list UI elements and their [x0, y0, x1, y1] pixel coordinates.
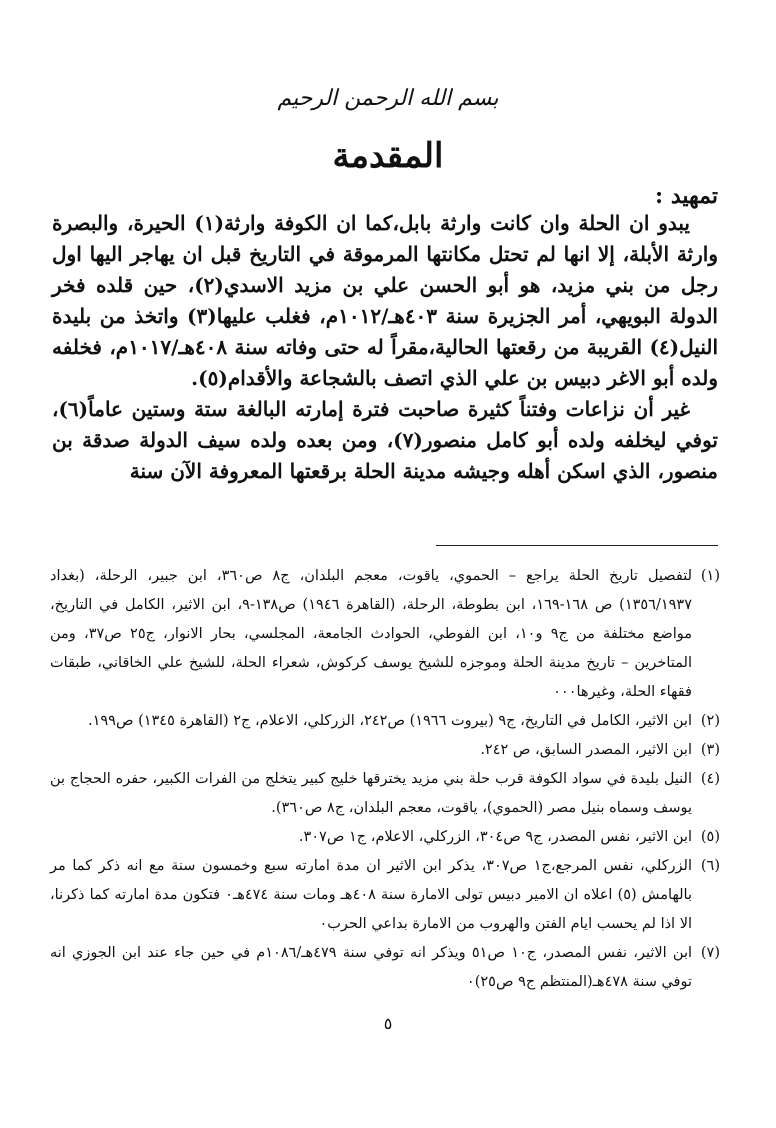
page-number: ٥	[383, 1014, 393, 1033]
footnote	[50, 707, 720, 736]
footnote-number: (٢)	[700, 713, 720, 729]
footnote	[50, 852, 720, 939]
page-title: المقدمة	[332, 136, 444, 176]
footnote	[50, 562, 720, 707]
footnotes	[50, 562, 720, 997]
paragraph: يبدو ان الحلة وان كانت وارثة بابل،كما ان الكوفة وارثة(١) الحيرة، والبصرة وارثة الأبلة، إلا انها لم تحتل مكانتها المرموقة في التاريخ قبل ان يهاجر اليها اول رجل من بني مزيد، هو أبو الحسن علي بن مزيد الاسدي(٢)، حين قلده فخر الدولة البويهي، أمر الجزيرة سنة ٤٠٣هـ/١٠١٢م، فغلب عليها(٣) واتخذ من بليدة النيل(٤) القريبة من رقعتها الحالية،مقراً له حتى وفاته سنة ٤٠٨هـ/١٠١٧م، فخلفه ولده أبو الاغر دبيس بن علي الذي اتصف بالشجاعة والأقدام(٥).	[52, 211, 719, 390]
footnote	[50, 823, 720, 852]
footnote-text: ابن الاثير، المصدر السابق، ص ٢٤٢.	[480, 742, 692, 758]
basmala: بسم الله الرحمن الرحيم	[277, 86, 499, 111]
paragraph: غير أن نزاعات وفتناً كثيرة صاحبت فترة إمارته البالغة ستة وستين عاماً(٦)، توفي ليخلفه ولده أبو كامل منصور(٧)، ومن بعده ولده سيف الدولة صدقة بن منصور، الذي اسكن أهله وجيشه مدينة الحلة برقعتها المعروفة الآن سنة	[52, 397, 718, 483]
footnote-number: (٤)	[700, 771, 720, 787]
footnote	[50, 939, 720, 997]
footnote-text: النيل بليدة في سواد الكوفة قرب حلة بني مزيد يخترقها خليج كبير يتخلج من الفرات الكبير، حفره الحجاج بن يوسف وسماه بنيل مصر (الحموي)، ياقوت، معجم البلدان، ج٨ ص٣٦٠).	[50, 771, 692, 816]
footnote-text: ابن الاثير، نفس المصدر، ج٩ ص٣٠٤، الزركلي، الاعلام، ج١ ص٣٠٧.	[298, 829, 692, 845]
footnote-number: (٧)	[700, 945, 720, 961]
footnote-divider	[436, 545, 718, 546]
footnote-number: (١)	[700, 568, 720, 584]
footnote-text: ابن الاثير، الكامل في التاريخ، ج٩ (بيروت ١٩٦٦) ص٢٤٢، الزركلي، الاعلام، ج٢ (القاهرة ١٣٤٥) ص١٩٩.	[87, 713, 692, 729]
body-text	[52, 208, 718, 487]
section-label: تمهيد :	[655, 183, 718, 209]
footnote-text: الزركلي، نفس المرجع،ج١ ص٣٠٧، يذكر ابن الاثير ان مدة امارته سبع وخمسون سنة مع انه ذكر كما مر بالهامش (٥) اعلاه ان الامير دبيس تولى الامارة سنة ٤٠٨هـ ومات سنة ٤٧٤هـ٠ فتكون مدة امارته كما ذكرنا، الا اذا لم يحسب ايام الفتن والهروب من الامارة بداعي الحرب٠	[50, 858, 693, 932]
footnote-text: لتفصيل تاريخ الحلة يراجع – الحموي، ياقوت، معجم البلدان، ج٨ ص٣٦٠، ابن جبير، الرحلة، (بغداد ١٣٥٦/١٩٣٧) ص ١٦٨-١٦٩، ابن بطوطة، الرحلة، (القاهرة ١٩٤٦) ص١٣٨-٩، ابن الاثير، الكامل في التاريخ، مواضع مختلفة من ج٩ و١٠، ابن الفوطي، الحوادث الجامعة، المجلسي، بحار الانوار، ج٢٥ ص٣٧، ومن المتاخرين – تاريخ مدينة الحلة وموجزه للشيخ يوسف كركوش، شعراء الحلة، للشيخ علي الخاقاني، طبقات فقهاء الحلة، وغيرها٠٠٠	[50, 568, 693, 700]
footnote-number: (٥)	[700, 829, 720, 845]
footnote-text: ابن الاثير، نفس المصدر، ج١٠ ص٥١ ويذكر انه توفي سنة ٤٧٩هـ/١٠٨٦م في حين جاء عند ابن الجوزي انه توفي سنة ٤٧٨هـ(المنتظم ج٩ ص٢٥)٠	[50, 945, 693, 990]
footnote	[50, 765, 720, 823]
footnote	[50, 736, 720, 765]
footnote-number: (٣)	[700, 742, 720, 758]
footnote-number: (٦)	[700, 858, 720, 874]
